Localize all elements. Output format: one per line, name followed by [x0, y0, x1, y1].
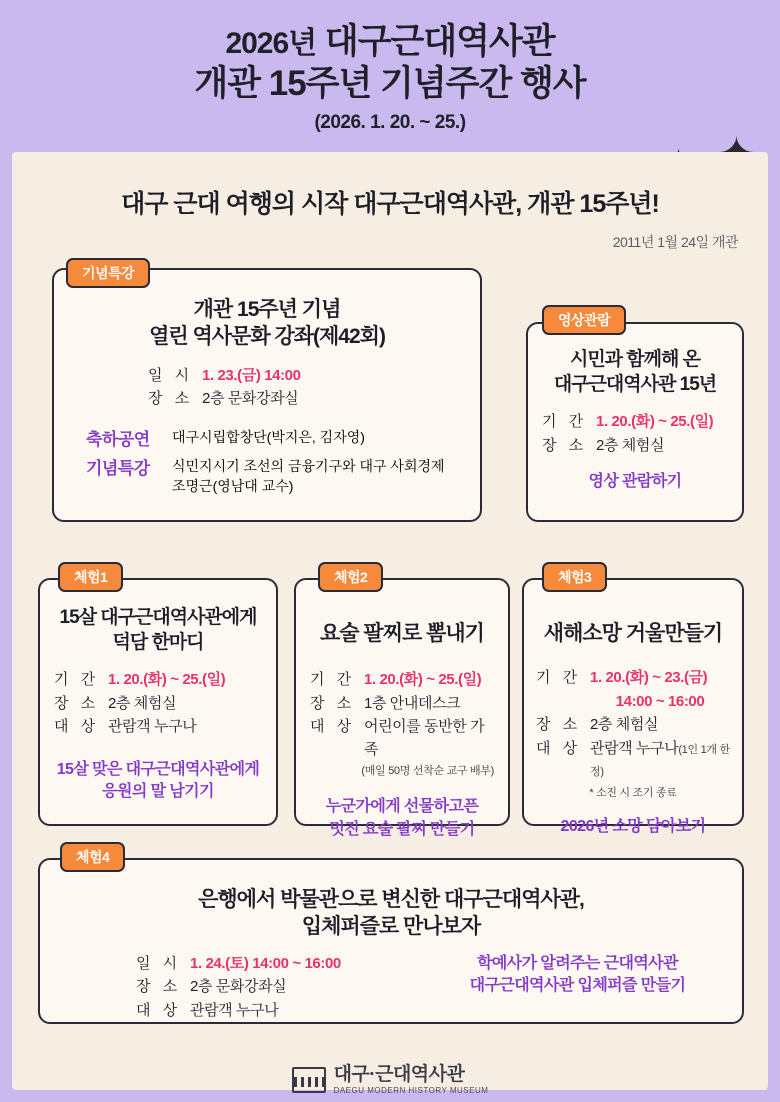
exp4-place-row [136, 976, 431, 999]
exp1-place-label: 장 소 [54, 694, 100, 712]
card-lecture-extra [72, 425, 462, 497]
card-exp2-info [310, 669, 494, 778]
exp3-period-start-day: (화) [625, 669, 649, 687]
card-exp4-body [58, 953, 724, 1024]
exp1-target-label: 대 상 [54, 718, 100, 736]
exp2-target-value: 어린이를 동반한 가족 [364, 718, 485, 758]
card-lecture-title-line2: 열린 역사문화 강좌(제42회) [149, 325, 385, 349]
lead-headline: 대구 근대 여행의 시작 대구근대역사관, 개관 15주년! [121, 190, 659, 218]
exp1-place-value: 2층 체험실 [108, 694, 177, 712]
lecture-perf-label: 축하공연 [86, 429, 150, 449]
exp1-cta [54, 759, 262, 804]
lecture-place-row [148, 388, 462, 411]
lecture-date-value: 1. 23. [202, 366, 238, 384]
exp1-target-row [54, 716, 262, 739]
card-exp3-info [536, 667, 730, 800]
card-video-info [542, 411, 728, 457]
exp3-period-end-day: (금) [683, 669, 708, 687]
exp3-period-row [536, 667, 730, 690]
lecture-talk-label: 기념특강 [86, 458, 150, 478]
card-video-title-line1: 시민과 함께해 온 [569, 349, 701, 370]
exp1-period-label: 기 간 [54, 671, 100, 689]
lecture-date-time: 14:00 [264, 366, 301, 384]
museum-building-icon [292, 1067, 326, 1093]
lecture-talk-row [86, 454, 462, 497]
exp3-place-label: 장 소 [536, 716, 582, 734]
exp4-date-value: 1. 24. [190, 954, 226, 972]
exp3-note: * 소진 시 조기 종료 [589, 786, 677, 799]
exp1-cta-line1: 15살 맞은 대구근대역사관에게 [56, 760, 260, 778]
exp1-place-row [54, 693, 262, 716]
lecture-date-row [148, 365, 462, 388]
exp3-period-start: 1. 20. [590, 669, 626, 687]
exp2-target-row [310, 716, 494, 761]
exp3-target-note: (1인 1개 한정) [590, 743, 730, 779]
card-lecture-title-line1: 개관 15주년 기념 [193, 298, 341, 321]
logo-subtitle: DAEGU MODERN HISTORY MUSEUM [333, 1086, 489, 1096]
tag-exp3: 체험3 [542, 562, 607, 592]
exp4-date-day: (토) [225, 954, 249, 972]
exp4-target-row [136, 1000, 431, 1023]
card-video [526, 322, 744, 522]
lecture-place-label: 장 소 [148, 390, 194, 408]
exp4-cta-line2: 대구근대역사관 입체퍼즐 만들기 [469, 976, 686, 994]
exp3-target-value: 관람객 누구나 [590, 739, 679, 757]
card-exp2-title: 요술 팔찌로 뽐내기 [320, 622, 484, 645]
exp2-cta [310, 796, 494, 841]
exp3-cta: 2026년 소망 담아보기 [560, 817, 706, 835]
exp2-period-start-day: (화) [399, 671, 423, 689]
exp2-place-label: 장 소 [310, 694, 356, 712]
exp4-place-label: 장 소 [136, 978, 182, 996]
video-period-end-day: (일) [689, 413, 714, 431]
exp3-period-label: 기 간 [536, 669, 582, 687]
exp2-period-label: 기 간 [310, 671, 356, 689]
exp2-cta-line2: 멋진 요술 팔찌 만들기 [329, 820, 475, 838]
card-exp1-info [54, 669, 262, 739]
video-period-start-day: (화) [631, 413, 655, 431]
exp2-note: (매일 50명 선착순 교구 배부) [361, 765, 494, 778]
exp3-period-end: ~ 23. [652, 669, 684, 687]
exp3-time-row [536, 691, 730, 714]
lecture-place-value: 2층 문화강좌실 [202, 390, 299, 408]
exp2-place-value: 1층 안내데스크 [364, 694, 461, 712]
exp2-period-end-day: (일) [457, 671, 482, 689]
card-video-title-line2: 대구근대역사관 15년 [553, 373, 717, 395]
video-place-label: 장 소 [542, 436, 588, 454]
exp4-date-label: 일 시 [136, 954, 182, 972]
video-cta: 영상 관람하기 [588, 473, 682, 491]
lead-subline: 2011년 1월 24일 개관 [612, 234, 738, 250]
poster-header [0, 0, 780, 144]
exp1-target-value: 관람객 누구나 [108, 718, 197, 736]
card-exp3-title: 새해소망 거울만들기 [543, 622, 723, 645]
exp1-cta-line2: 응원의 말 남기기 [102, 783, 214, 801]
card-exp4-cta [431, 953, 724, 1024]
card-exp4-title-line1: 은행에서 박물관으로 변신한 대구근대역사관, [198, 888, 584, 911]
exp3-target-label: 대 상 [536, 739, 582, 757]
tag-exp4: 체험4 [60, 842, 125, 872]
video-period-row [542, 411, 728, 434]
header-dates: (2026. 1. 20. ~ 25.) [314, 112, 466, 133]
exp4-target-label: 대 상 [136, 1001, 182, 1019]
video-period-start: 1. 20. [596, 413, 632, 431]
tag-lecture: 기념특강 [66, 258, 150, 288]
tag-exp1: 체험1 [58, 562, 123, 592]
exp2-period-end: ~ 25. [426, 671, 458, 689]
card-exp4-title-line2: 입체퍼즐로 만나보자 [301, 915, 481, 939]
tag-video: 영상관람 [542, 305, 626, 335]
video-place-value: 2층 체험실 [596, 436, 665, 454]
lecture-date-label: 일 시 [148, 366, 194, 384]
card-exp4-info [58, 953, 431, 1024]
exp3-period-time: 14:00 ~ 16:00 [615, 692, 705, 710]
header-year: 2026년 [225, 27, 317, 60]
lecture-date-day: (금) [237, 366, 261, 384]
header-title-line2: 개관 15주년 기념주간 행사 [194, 64, 586, 104]
card-lecture-info [72, 365, 462, 411]
exp4-target-value: 관람객 누구나 [190, 1001, 279, 1019]
lecture-perf-value: 대구시립합창단(박지은, 김자영) [172, 428, 365, 445]
exp1-period-end: ~ 25. [170, 671, 202, 689]
tag-exp2: 체험2 [318, 562, 383, 592]
header-museum-name: 대구근대역사관 [324, 22, 555, 61]
card-exp3 [522, 578, 744, 835]
card-exp2 [294, 578, 510, 838]
card-exp1-title-line1: 15살 대구근대역사관에게 [59, 607, 257, 628]
card-exp1 [38, 578, 278, 826]
exp4-cta-line1: 학예사가 알려주는 근대역사관 [477, 954, 678, 972]
card-exp4 [38, 858, 744, 1024]
exp3-place-value: 2층 체험실 [590, 716, 659, 734]
logo-name: 대구·근대역사관 [333, 1063, 465, 1085]
card-exp1-title-line2: 덕담 한마디 [112, 631, 204, 653]
card-lecture [52, 268, 482, 522]
exp1-period-row [54, 669, 262, 692]
exp4-date-row [136, 953, 431, 976]
exp2-cta-line1: 누군가에게 선물하고픈 [325, 798, 479, 816]
exp2-period-row [310, 669, 494, 692]
footer-logo [0, 1064, 780, 1096]
exp4-date-time: 14:00 ~ 16:00 [252, 954, 341, 972]
header-title-line1 [20, 22, 760, 62]
video-period-end: ~ 25. [658, 413, 690, 431]
exp3-target-row [536, 738, 730, 783]
video-period-label: 기 간 [542, 413, 588, 431]
lecture-talk-value-line1: 식민지시기 조선의 금융기구와 대구 사회경제 [172, 457, 445, 474]
exp1-period-end-day: (일) [201, 671, 226, 689]
exp1-period-start-day: (화) [143, 671, 167, 689]
exp4-place-value: 2층 문화강좌실 [190, 978, 287, 996]
exp1-period-start: 1. 20. [108, 671, 144, 689]
exp2-period-start: 1. 20. [364, 671, 400, 689]
exp2-place-row [310, 693, 494, 716]
lecture-talk-value-line2: 조명근(영남대 교수) [172, 477, 294, 494]
exp3-place-row [536, 714, 730, 737]
lecture-perf-row [86, 425, 462, 450]
video-place-row [542, 435, 728, 458]
exp2-target-label: 대 상 [310, 718, 356, 736]
